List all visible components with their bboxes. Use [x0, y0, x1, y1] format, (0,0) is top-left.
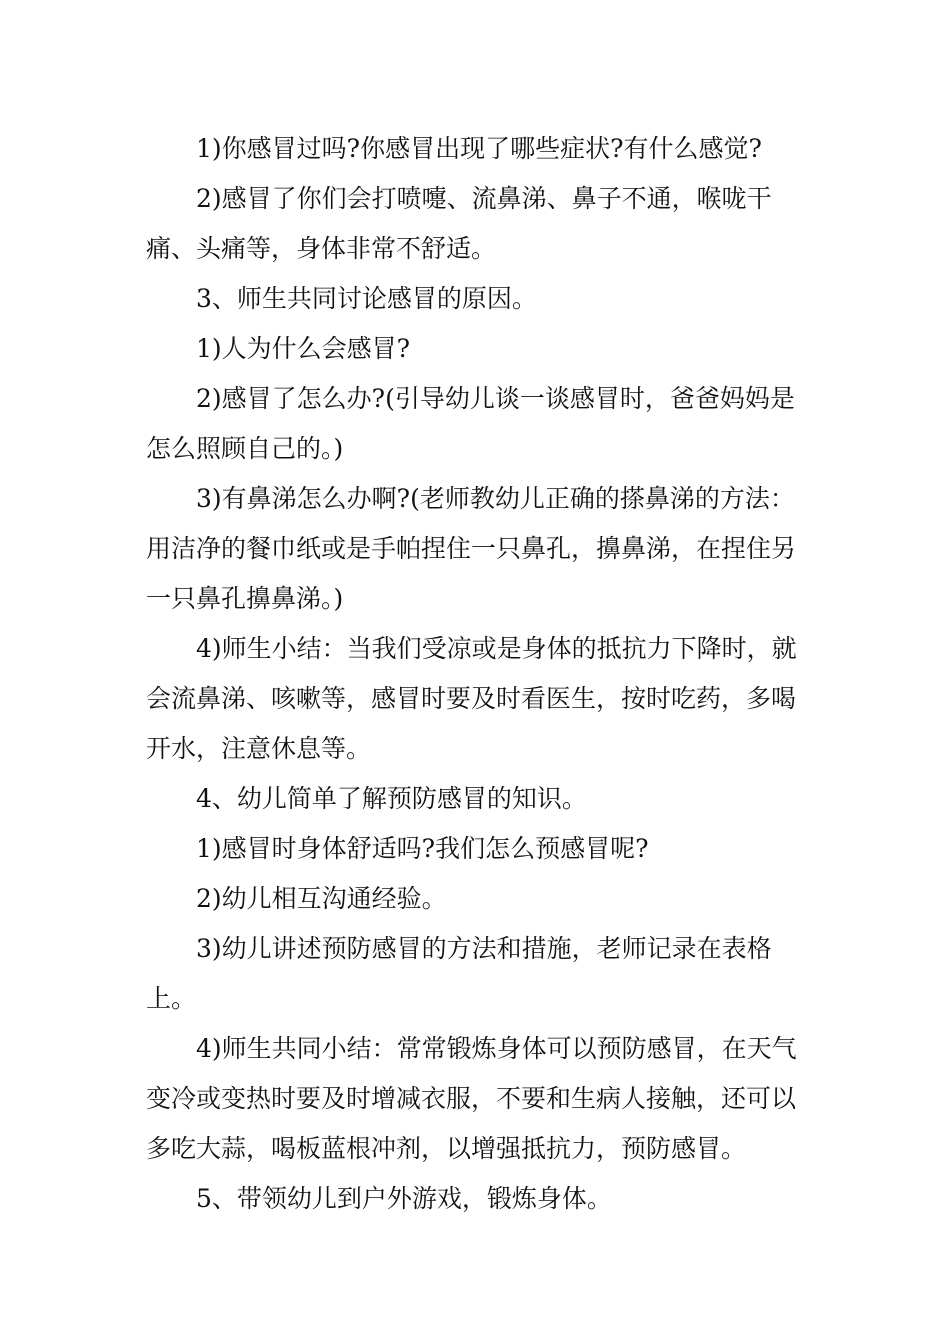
paragraph-step-5-heading: 5、带领幼儿到户外游戏，锻炼身体。: [196, 1184, 612, 1213]
paragraph-why-cold: 1)人为什么会感冒?: [196, 334, 411, 363]
paragraph-prevent-question: 1)感冒时身体舒适吗?我们怎么预感冒呢?: [196, 834, 649, 863]
paragraph-runny-nose: 3)有鼻涕怎么办啊?(老师教幼儿正确的搽鼻涕的方法：用洁净的餐巾纸或是手帕捏住一只鼻孔，擤鼻涕，在捏住另一只鼻孔擤鼻涕。): [146, 484, 797, 613]
paragraph-what-to-do: 2)感冒了怎么办?(引导幼儿谈一谈感冒时，爸爸妈妈是怎么照顾自己的。): [146, 384, 795, 463]
paragraph-prevention-methods: 3)幼儿讲述预防感冒的方法和措施，老师记录在表格上。: [146, 934, 772, 1013]
paragraph-summary-1: 4)师生小结：当我们受凉或是身体的抵抗力下降时，就会流鼻涕、咳嗽等，感冒时要及时看医生，按时吃药，多喝开水，注意休息等。: [146, 634, 797, 763]
paragraph-step-4-heading: 4、幼儿简单了解预防感冒的知识。: [196, 784, 587, 813]
paragraph-step-3-heading: 3、师生共同讨论感冒的原因。: [196, 284, 537, 313]
paragraph-question-symptoms: 1)你感冒过吗?你感冒出现了哪些症状?有什么感觉?: [196, 134, 762, 163]
document-body: [146, 124, 818, 1224]
paragraph-cold-symptoms: 2)感冒了你们会打喷嚏、流鼻涕、鼻子不通，喉咙干痛、头痛等，身体非常不舒适。: [146, 184, 772, 263]
paragraph-share-experience: 2)幼儿相互沟通经验。: [196, 884, 447, 913]
paragraph-summary-2: 4)师生共同小结：常常锻炼身体可以预防感冒，在天气变冷或变热时要及时增减衣服，不要和生病人接触，还可以多吃大蒜，喝板蓝根冲剂，以增强抵抗力，预防感冒。: [146, 1034, 797, 1163]
